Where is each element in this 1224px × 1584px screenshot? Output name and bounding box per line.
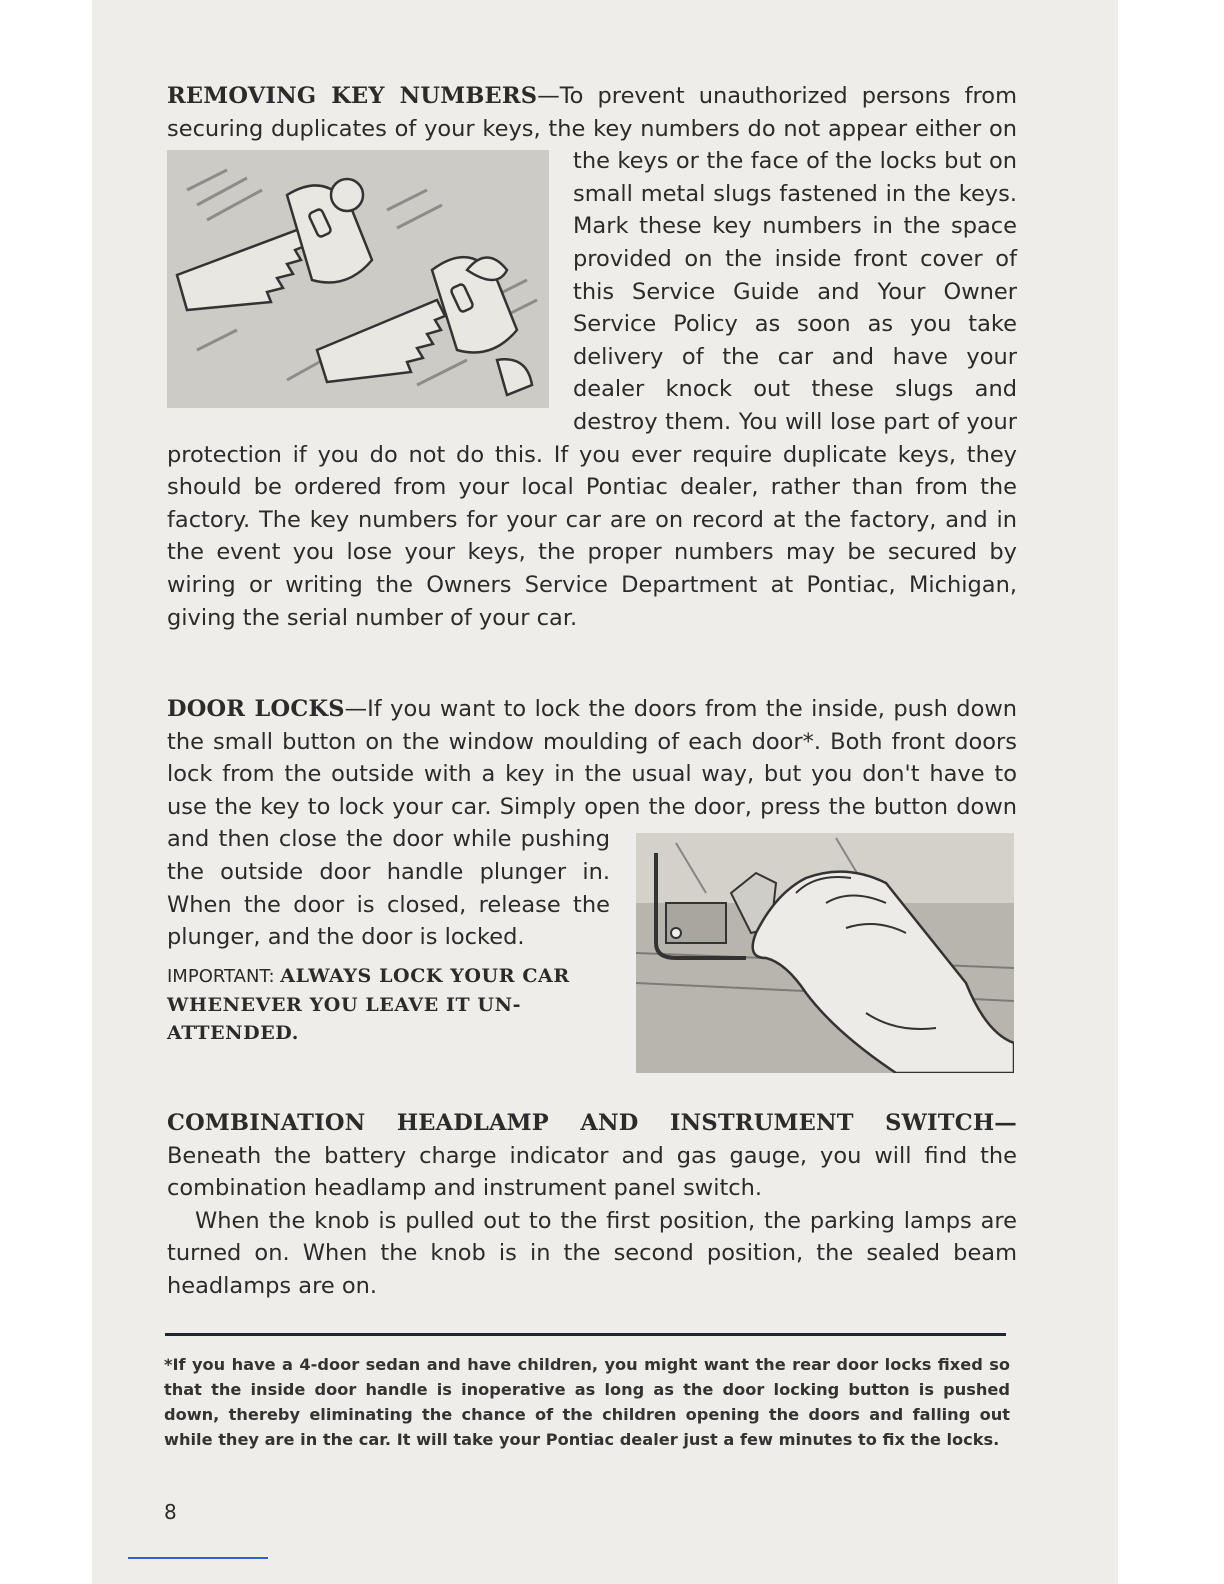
- section-removing-key-numbers: [167, 80, 1017, 634]
- section-paragraph: [167, 693, 1017, 954]
- section-door-locks: [167, 693, 1017, 1077]
- keys-illustration: [167, 150, 549, 408]
- section-heading: DOOR LOCKS: [167, 696, 345, 722]
- page-number: 8: [164, 1500, 177, 1524]
- heading-dash: —: [994, 1110, 1017, 1136]
- bottom-rule-mark: [128, 1557, 268, 1559]
- section-body: —If you want to lock the doors from the inside, push down the small button on the window moulding of each door*. Both front doors lock from the outside with a key in the usual way, but you don't have to use the key to lock your car. Simply open the door,: [167, 696, 1017, 820]
- footnote: *If you have a 4-door sedan and have children, you might want the rear door locks fixed so that the inside door handle is inoperative as long as the door locking button is pushed down, thereby eliminating the chance of the children opening the doors and falling out while they are in the car. It will take your Pontiac dealer just a few minutes to fix the locks.: [164, 1355, 1010, 1449]
- section-heading: REMOVING KEY NUMBERS: [167, 83, 538, 109]
- hand-on-door-handle-illustration: [636, 833, 1014, 1073]
- section-paragraph-2: When the knob is pulled out to the first position, the parking lamps are turned on. When the knob is in the second position, the sealed beam headlamps are on.: [167, 1207, 1017, 1299]
- section-headlamp-switch: [167, 1107, 1017, 1303]
- important-label: IMPORTANT:: [167, 965, 281, 987]
- section-paragraph: [167, 80, 1017, 634]
- section-body: Beneath the battery charge indicator and gas gauge, you will find the combination headlamp and instrument panel switch.: [167, 1142, 1017, 1202]
- important-warning: ALWAYS LOCK YOUR CAR WHENEVER YOU LEAVE IT UN-ATTENDED.: [167, 964, 570, 1044]
- section-body-continued: either on the keys or the face of the locks but on small metal slugs fastened in the keys. Mark these key numbers in the space provided on the inside front cover of this Service Guide and Your Owner Service Policy as soon as you take delivery of the car and have your dealer knock out these slugs and destroy them. You will lose part of your protection if you do not do this. If you ever require duplicate keys, they should be ordered from your local Pontiac dealer, rather than from the factory. The key numbers for your car are on record at the factory, and in the event you lose your keys, the proper numbers may be secured by wiring or writing the Owners Service Department at Pontiac, Michigan, giving the serial number of your car.: [167, 115, 1017, 631]
- footnote-divider: [165, 1333, 1006, 1336]
- important-note: [167, 962, 607, 1047]
- section-body: —To prevent unauthorized persons from securing duplicates of your keys, the key numbers do not appear: [167, 83, 1017, 142]
- section-heading: COMBINATION HEADLAMP AND INSTRUMENT SWITCH: [167, 1110, 995, 1136]
- section-paragraph: [167, 1107, 1017, 1205]
- section-body-continued: press the button down and then close the door while pushing the outside door handle plunger in. When the door is closed, release the plunger, and the door is locked.: [167, 793, 1017, 951]
